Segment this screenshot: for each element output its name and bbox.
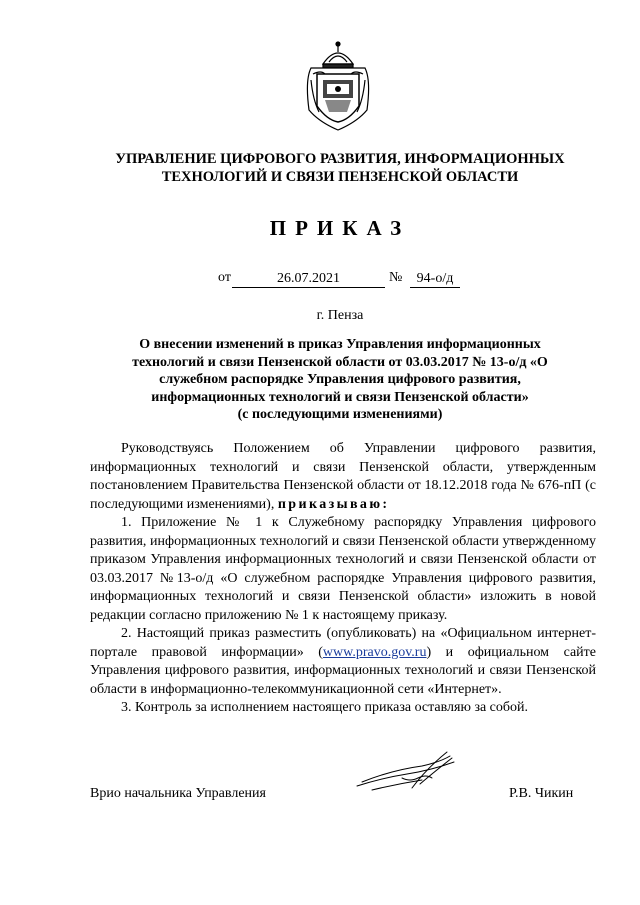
handwritten-signature-icon (352, 748, 462, 798)
order-word: приказываю: (277, 496, 390, 512)
document-number: 94-о/д (410, 270, 460, 288)
organization-name-line1: УПРАВЛЕНИЕ ЦИФРОВОГО РАЗВИТИЯ, ИНФОРМАЦИОННЫХ (115, 151, 565, 167)
signatory-name: Р.В. Чикин (509, 786, 574, 801)
subject-line2: технологий и связи Пензенской области от 03.03.2017 № 13-о/д «О (132, 354, 548, 370)
subject-line3: служебном распорядке Управления цифрового развития, (159, 372, 521, 387)
subject-line1: О внесении изменений в приказ Управления информационных (139, 337, 541, 352)
coat-of-arms-icon (301, 40, 375, 135)
city: г. Пенза (316, 308, 364, 323)
document-title: ПРИКАЗ (269, 216, 411, 240)
item-3: 3. Контроль за исполнением настоящего приказа оставляю за собой. (121, 700, 529, 715)
item-2-end: ) и официальном сайте Управления цифрового развития, информационных технологий и связи Пензенской области в информационно-телекоммуникационной сети «Интернет». (90, 644, 596, 697)
intro-text: Руководствуясь Положением об Управлении цифрового развития, информационных технологий и связи Пензенской области, утвержденным постановлением Правительства Пензенской области от 18.12.2018 года № 676-пП (с последующими изменениями), (90, 441, 596, 512)
document-subject (105, 336, 575, 424)
subject-line4: информационных технологий и связи Пензенской области» (151, 389, 529, 405)
date-prefix: от (218, 270, 231, 285)
pravo-gov-link[interactable]: www.pravo.gov.ru (322, 644, 427, 660)
document-body (90, 440, 596, 718)
document-date: 26.07.2021 (232, 270, 385, 288)
item-2-start: 2. Настоящий приказ разместить (опубликовать) на «Официальном интернет-портале правовой информации» ( (90, 626, 596, 660)
intro-paragraph (90, 440, 596, 514)
item-2 (90, 625, 596, 699)
subject-line5: (с последующими изменениями) (237, 407, 443, 422)
signatory-title: Врио начальника Управления (90, 786, 266, 801)
item-1: 1. Приложение № 1 к Служебному распорядку Управления цифрового развития, информационных технологий и связи Пензенской области утвержденному приказом Управления информационных технологий и связи Пензенской области от 03.03.2017 №13-о/д «О служебном распорядке Управления цифрового развития, информационных технологий и связи Пензенской области» изложить в новой редакции согласно приложению № 1 к настоящему приказу. (90, 515, 596, 623)
organization-name-line2: ТЕХНОЛОГИЙ И СВЯЗИ ПЕНЗЕНСКОЙ ОБЛАСТИ (161, 169, 519, 185)
organization-name (90, 150, 590, 186)
number-prefix: № (389, 270, 403, 285)
